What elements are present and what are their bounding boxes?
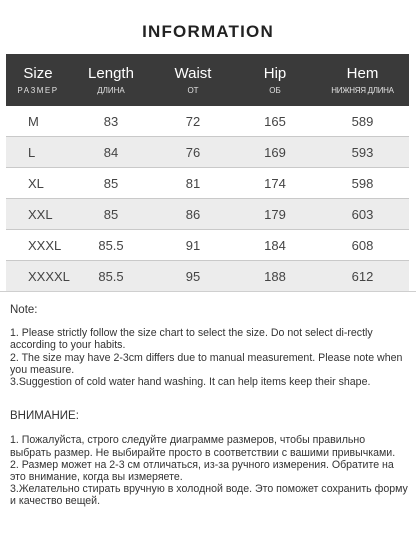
- header-label: Hip: [263, 64, 287, 82]
- header-sublabel: РАЗМЕР: [17, 85, 59, 95]
- hem-cell: 593: [351, 144, 374, 160]
- header-label: Hem: [346, 64, 379, 82]
- size-cell: XXL: [28, 206, 53, 222]
- length-cell: 84: [103, 144, 119, 160]
- note-line-en: 2. The size may have 2-3cm differs due to manual measurement. Please note when you measure.: [10, 351, 403, 376]
- size-cell: XL: [28, 175, 44, 191]
- note-line-ru: 2. Размер может на 2-3 см отличаться, из-за ручного измерения. Обратите на это внимание, когда вы измеряете.: [10, 458, 394, 484]
- size-cell: L: [28, 144, 36, 160]
- header-label: Length: [88, 64, 134, 82]
- waist-cell: 81: [185, 175, 201, 191]
- length-cell: 85.5: [98, 268, 124, 284]
- note-line-en: 3.Suggestion of cold water hand washing. It can help items keep their shape.: [10, 376, 371, 389]
- length-cell: 85.5: [98, 237, 124, 253]
- hip-cell: 184: [264, 237, 286, 253]
- header-size: [6, 54, 70, 106]
- waist-cell: 86: [185, 206, 201, 222]
- waist-cell: 72: [185, 113, 201, 129]
- size-cell: XXXXL: [28, 268, 70, 284]
- header-label: Waist: [174, 64, 212, 82]
- notes-title-en: Note:: [10, 304, 38, 316]
- section-divider: [0, 291, 416, 292]
- hip-cell: 169: [264, 144, 286, 160]
- notes-section: [10, 304, 408, 508]
- hem-cell: 589: [351, 113, 374, 129]
- header-hip: [234, 54, 316, 106]
- table-row: [6, 137, 409, 168]
- table-row: [6, 106, 409, 137]
- hip-cell: 165: [264, 113, 286, 129]
- header-sublabel: НИЖНЯЯ ДЛИНА: [331, 85, 394, 95]
- length-cell: 85: [103, 206, 119, 222]
- header-label: Size: [23, 64, 53, 82]
- table-row: [6, 168, 409, 199]
- length-cell: 83: [103, 113, 119, 129]
- length-cell: 85: [103, 175, 119, 191]
- header-hem: [316, 54, 409, 106]
- table-row: [6, 230, 409, 261]
- size-cell: XXXL: [28, 237, 62, 253]
- header-waist: [152, 54, 234, 106]
- note-line-ru: 3.Желательно стирать вручную в холодной воде. Это поможет сохранить форму и качество вещей.: [10, 483, 408, 508]
- header-sublabel: ОБ: [269, 85, 281, 95]
- header-length: [70, 54, 152, 106]
- hip-cell: 174: [264, 175, 286, 191]
- hem-cell: 608: [351, 237, 374, 253]
- page-title: INFORMATION: [142, 22, 274, 41]
- note-line-ru: 1. Пожалуйста, строго следуйте диаграмме размеров, чтобы правильно выбрать размер. Не выбирайте просто в соответствии с вашими привычками.: [10, 434, 396, 459]
- hem-cell: 598: [351, 175, 374, 191]
- note-line-en: 1. Please strictly follow the size chart to select the size. Do not select di-rectly according to your habits.: [10, 327, 373, 352]
- hem-cell: 612: [351, 268, 374, 284]
- waist-cell: 76: [185, 144, 201, 160]
- size-cell: M: [28, 113, 39, 129]
- header-sublabel: ОТ: [187, 85, 199, 95]
- size-chart-table: [6, 54, 409, 292]
- table-row: [6, 261, 409, 292]
- hip-cell: 188: [264, 268, 286, 284]
- hip-cell: 179: [264, 206, 286, 222]
- notes-title-ru: ВНИМАНИЕ:: [10, 410, 79, 423]
- table-header: [6, 54, 409, 106]
- table-row: [6, 199, 409, 230]
- header-sublabel: ДЛИНА: [97, 85, 125, 95]
- waist-cell: 91: [185, 237, 201, 253]
- hem-cell: 603: [351, 206, 374, 222]
- waist-cell: 95: [185, 268, 201, 284]
